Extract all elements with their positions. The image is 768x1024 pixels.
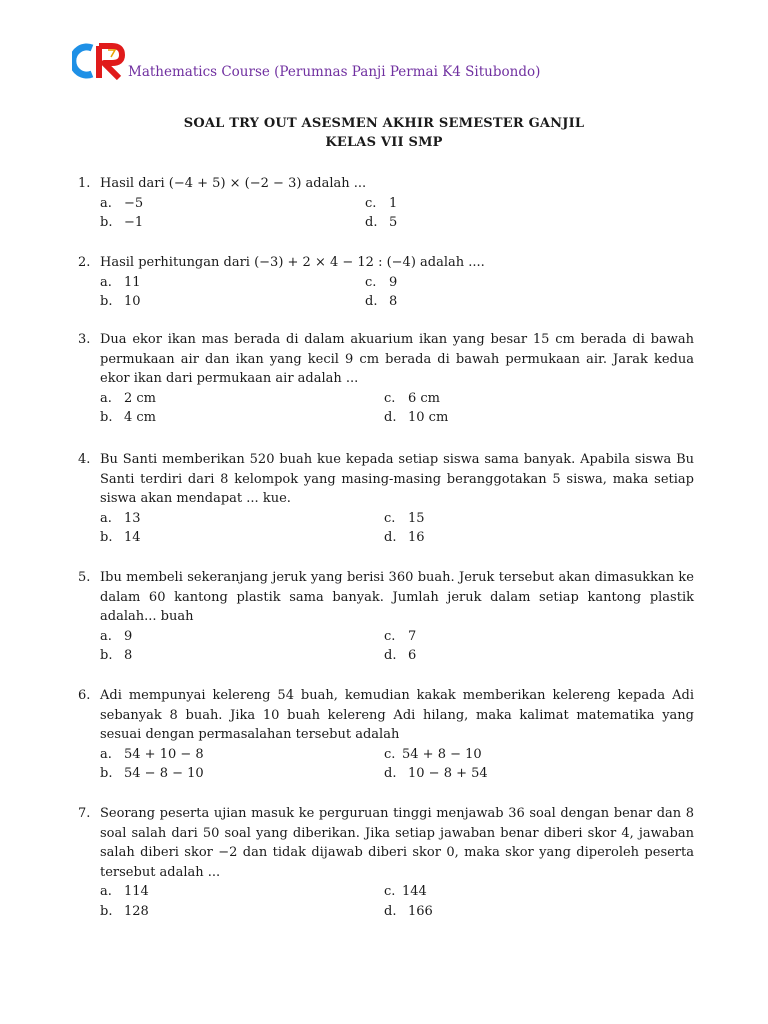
answer-options bbox=[100, 194, 694, 233]
option-a[interactable]: a. 2 cm bbox=[100, 390, 157, 406]
option-b[interactable]: b. 14 bbox=[100, 530, 141, 546]
question-text: Ibu membeli sekeranjang jeruk yang berisi 360 buah. Jeruk tersebut akan dimasukkan ke dalam 60 kantong plastik sama banyak. Jumlah jeruk dalam setiap kantong plastik adalah... buah bbox=[100, 570, 694, 625]
option-c[interactable]: c. 6 cm bbox=[384, 390, 441, 406]
option-b[interactable]: b. 10 bbox=[100, 294, 141, 310]
option-c[interactable]: c. 54 + 8 − 10 bbox=[384, 746, 482, 762]
question-5 bbox=[78, 568, 694, 666]
option-b[interactable]: b. −1 bbox=[100, 215, 144, 231]
option-b[interactable]: b. 54 − 8 − 10 bbox=[100, 766, 204, 782]
answer-options bbox=[100, 389, 694, 428]
option-a[interactable]: a. 54 + 10 − 8 bbox=[100, 746, 204, 762]
question-4 bbox=[78, 450, 694, 548]
question-1 bbox=[78, 174, 694, 233]
question-7 bbox=[78, 804, 694, 922]
option-c[interactable]: c. 9 bbox=[365, 274, 398, 290]
question-number: 6. bbox=[78, 688, 91, 703]
option-b[interactable]: b. 4 cm bbox=[100, 410, 157, 426]
question-text: Adi mempunyai kelereng 54 buah, kemudian kakak memberikan kelereng kepada Adi sebanyak 8 buah. Jika 10 buah kelereng Adi hilang, maka kalimat matematika yang sesuai dengan permasalahan tersebut adalah bbox=[100, 688, 694, 743]
answer-options bbox=[100, 273, 694, 312]
option-a[interactable]: a. 114 bbox=[100, 884, 149, 900]
question-text: Dua ekor ikan mas berada di dalam akuarium ikan yang besar 15 cm berada di bawah permukaan air dan ikan yang kecil 9 cm berada di bawah permukaan air. Jarak kedua ekor ikan dari permukaan air adalah ... bbox=[100, 332, 694, 387]
option-b[interactable]: b. 128 bbox=[100, 903, 149, 919]
option-b[interactable]: b. 8 bbox=[100, 648, 133, 664]
option-d[interactable]: d. 6 bbox=[384, 648, 417, 664]
question-6 bbox=[78, 686, 694, 784]
exam-title: SOAL TRY OUT ASESMEN AKHIR SEMESTER GANJIL bbox=[183, 116, 585, 131]
question-number: 4. bbox=[78, 452, 91, 467]
option-d[interactable]: d. 16 bbox=[384, 530, 425, 546]
cr-logo bbox=[72, 42, 128, 80]
question-number: 5. bbox=[78, 570, 91, 585]
question-number: 2. bbox=[78, 255, 91, 270]
option-c[interactable]: c. 7 bbox=[384, 628, 417, 644]
question-text: Seorang peserta ujian masuk ke perguruan tinggi menjawab 36 soal dengan benar dan 8 soal salah dari 50 soal yang diberikan. Jika setiap jawaban benar diberi skor 4, jawaban salah diberi skor −2 dan tidak dijawab diberi skor 0, maka skor yang diperoleh peserta tersebut adalah ... bbox=[100, 806, 694, 880]
option-a[interactable]: a. 11 bbox=[100, 274, 141, 290]
question-number: 3. bbox=[78, 332, 91, 347]
answer-options bbox=[100, 627, 694, 666]
option-a[interactable]: a. 9 bbox=[100, 628, 133, 644]
answer-options bbox=[100, 882, 694, 921]
question-text: Hasil perhitungan dari (−3) + 2 × 4 − 12 : (−4) adalah .... bbox=[100, 255, 485, 270]
course-name: Mathematics Course (Perumnas Panji Permai K4 Situbondo) bbox=[128, 64, 541, 80]
answer-options bbox=[100, 509, 694, 548]
option-d[interactable]: d. 8 bbox=[365, 294, 398, 310]
option-c[interactable]: c. 15 bbox=[384, 510, 425, 526]
option-c[interactable]: c. 144 bbox=[384, 884, 427, 900]
answer-options bbox=[100, 745, 694, 784]
question-number: 7. bbox=[78, 806, 91, 821]
exam-grade: KELAS VII SMP bbox=[325, 135, 443, 150]
question-3 bbox=[78, 330, 694, 428]
question-2 bbox=[78, 253, 694, 312]
question-text: Bu Santi memberikan 520 buah kue kepada setiap siswa sama banyak. Apabila siswa Bu Santi terdiri dari 8 kelompok yang masing-masing beranggotakan 5 siswa, maka setiap siswa akan mendapat ... kue. bbox=[100, 452, 694, 507]
question-number: 1. bbox=[78, 176, 91, 191]
option-a[interactable]: a. −5 bbox=[100, 195, 144, 211]
option-a[interactable]: a. 13 bbox=[100, 510, 141, 526]
option-d[interactable]: d. 5 bbox=[365, 215, 398, 231]
option-d[interactable]: d. 10 cm bbox=[384, 410, 449, 426]
option-d[interactable]: d. 166 bbox=[384, 903, 433, 919]
question-text: Hasil dari (−4 + 5) × (−2 − 3) adalah ... bbox=[100, 176, 367, 191]
option-d[interactable]: d. 10 − 8 + 54 bbox=[384, 766, 488, 782]
option-c[interactable]: c. 1 bbox=[365, 195, 398, 211]
